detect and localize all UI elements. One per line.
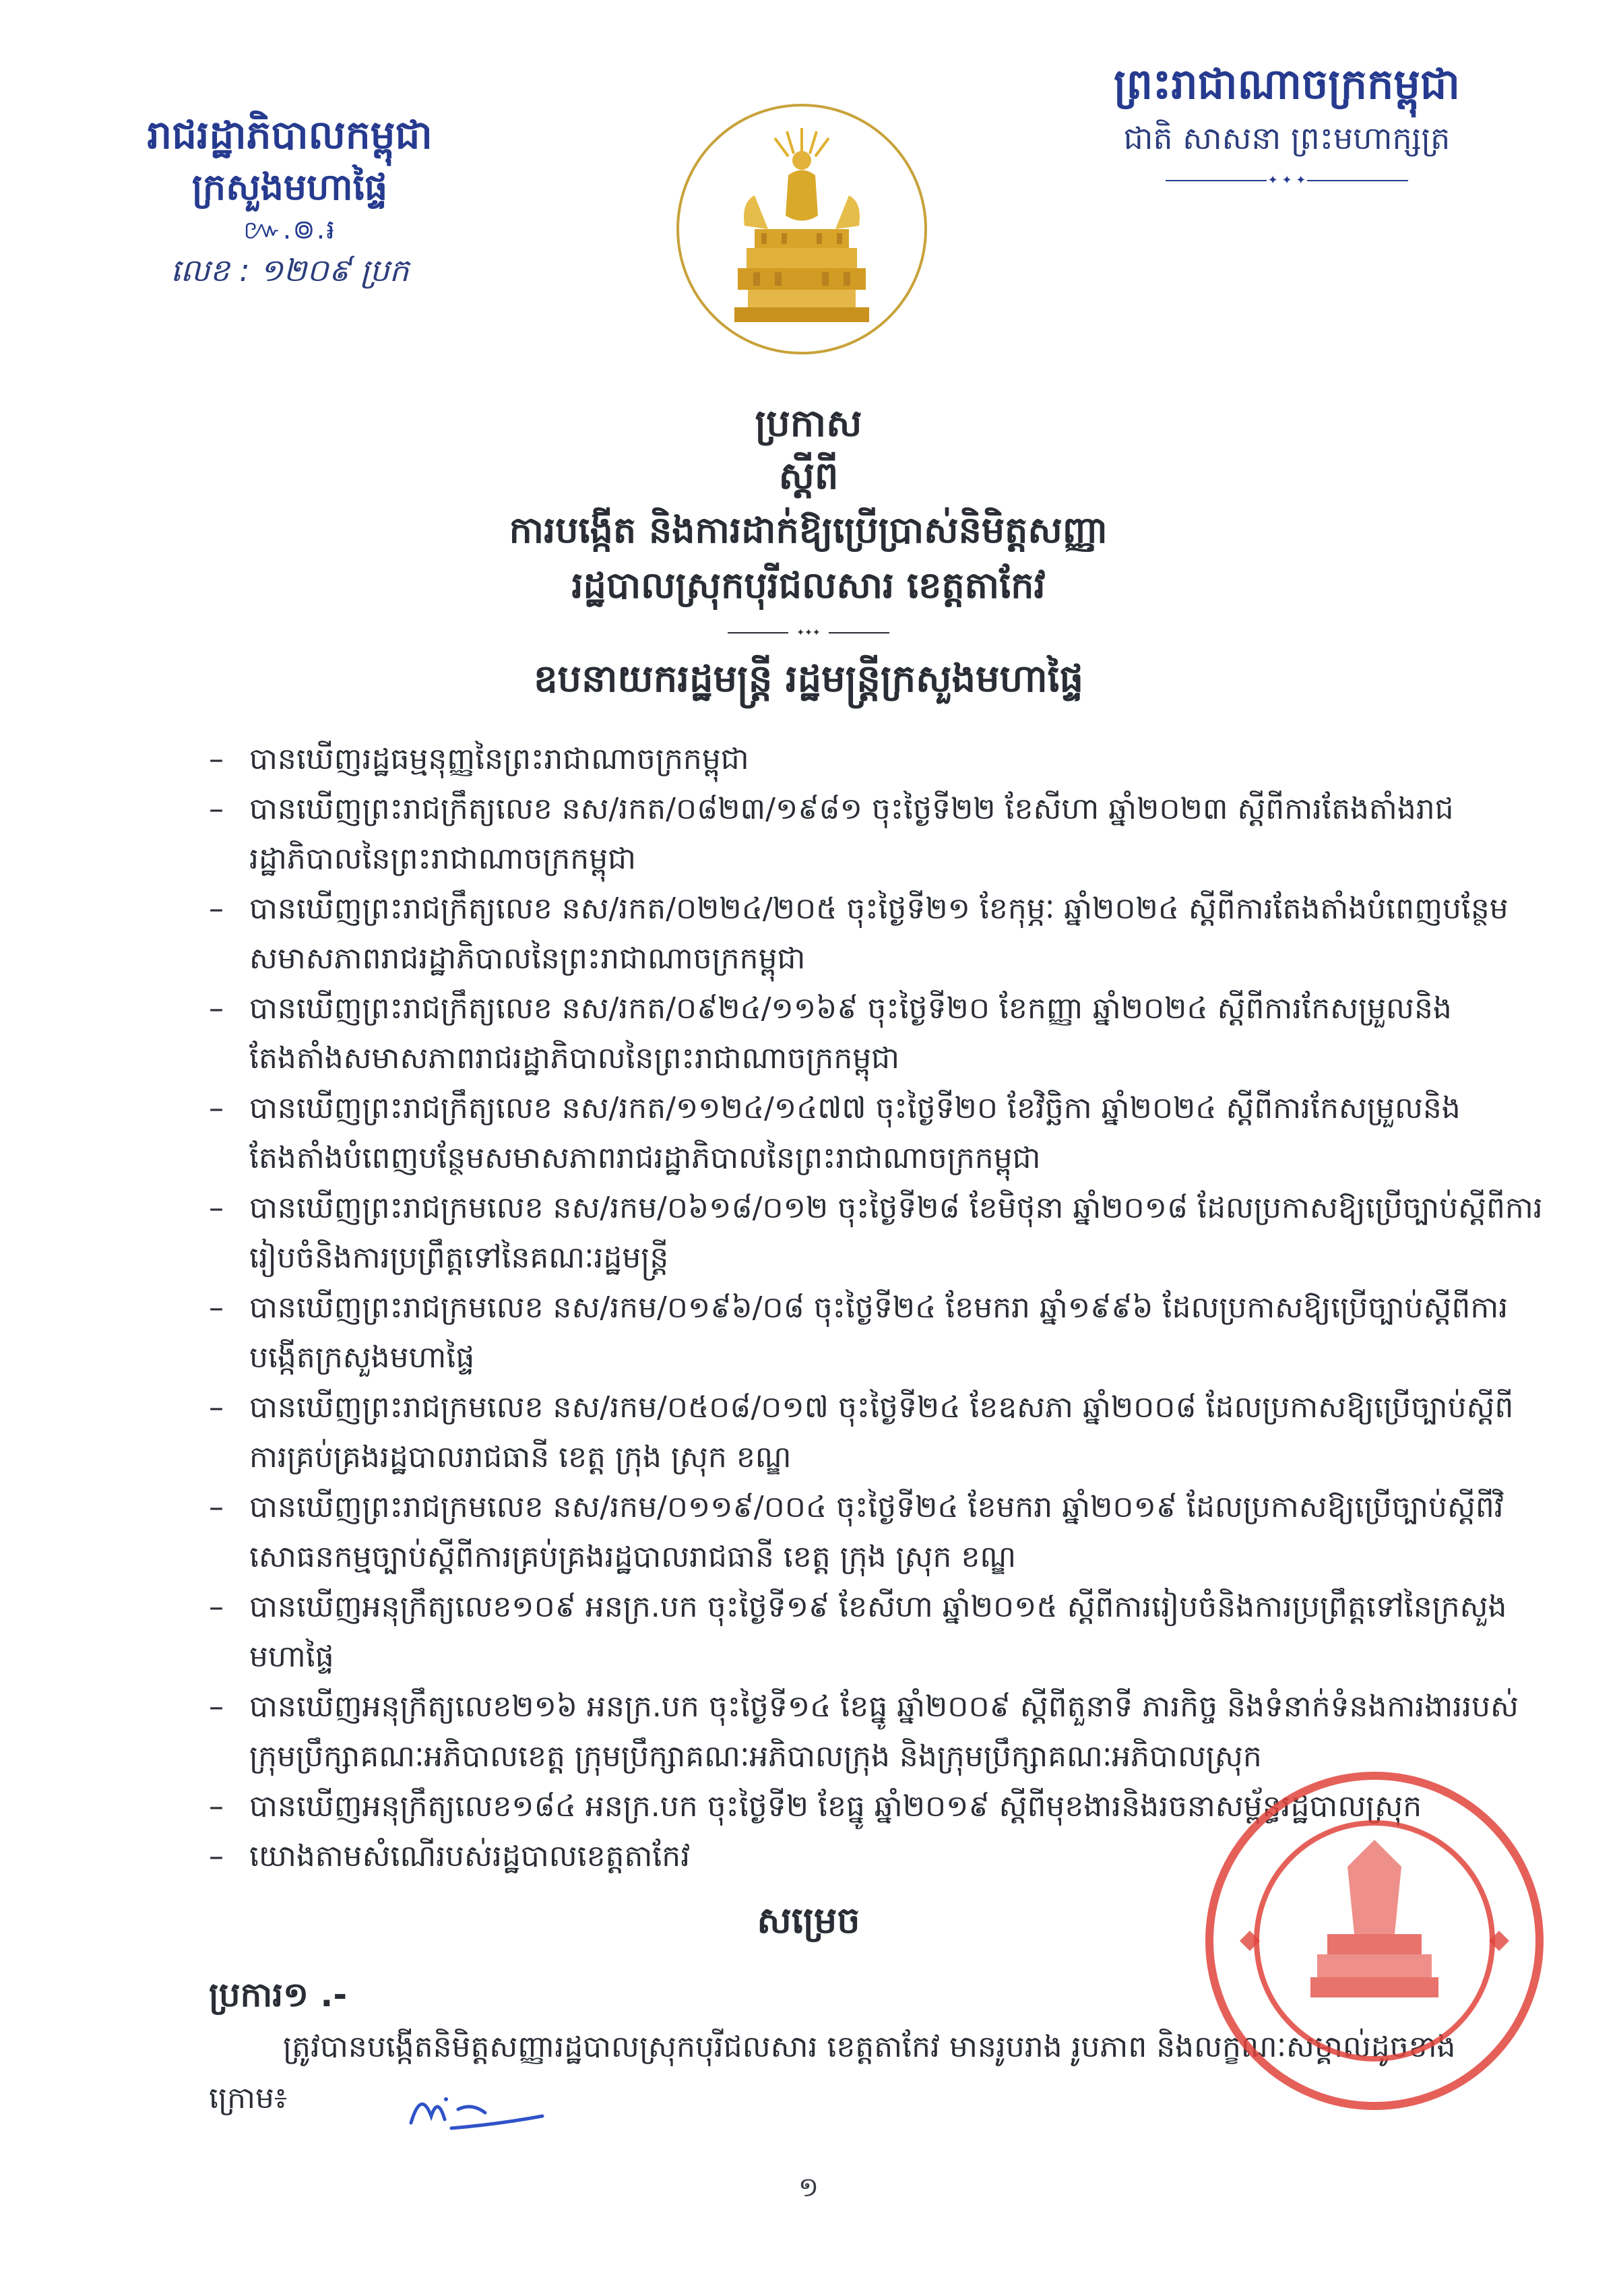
kingdom-name: ព្រះរាជាណាចក្រកម្ពុជា bbox=[1114, 59, 1460, 108]
list-item bbox=[209, 1084, 1543, 1183]
title-subject-line-1: ការបង្កើត និងការដាក់ឱ្យប្រើប្រាស់និមិត្តសញ្ញា bbox=[509, 509, 1108, 551]
list-item-text: បានឃើញព្រះរាជក្រមលេខ នស/រកម/០១១៩/០០៤ ចុះថ្ងៃទី២៤ ខែមករា ឆ្នាំ២០១៩ ដែលប្រកាសឱ្យប្រើច្បាប់ស្តីពីវិសោធនកម្មច្បាប់ស្តីពីការគ្រប់គ្រងរដ្ឋបាលរាជធានី ខេត្ត ក្រុង ស្រុក ខណ្ឌ bbox=[249, 1490, 1504, 1574]
header-left bbox=[101, 108, 478, 294]
bullet-dash: – bbox=[209, 1590, 224, 1624]
list-item-text: បានឃើញព្រះរាជក្រឹត្យលេខ នស/រកត/០៩២៤/១១៦៩ ចុះថ្ងៃទី២០ ខែកញ្ញា ឆ្នាំ២០២៤ ស្តីពីការកែសម្រួលនិងតែងតាំងសមាសភាពរាជរដ្ឋាភិបាលនៃព្រះរាជាណាចក្រកម្ពុជា bbox=[249, 991, 1452, 1076]
bullet-dash: – bbox=[209, 1390, 224, 1425]
bullet-dash: – bbox=[209, 1490, 224, 1524]
list-item-text: បានឃើញព្រះរាជក្រមលេខ នស/រកម/០៦១៨/០១២ ចុះថ្ងៃទី២៨ ខែមិថុនា ឆ្នាំ២០១៨ ដែលប្រកាសឱ្យប្រើច្បាប់ស្តីពីការរៀបចំនិងការប្រព្រឹត្តទៅនៃគណៈរដ្ឋមន្ត្រី bbox=[249, 1191, 1543, 1275]
title-block bbox=[202, 398, 1415, 706]
list-item-text: បានឃើញរដ្ឋធម្មនុញ្ញនៃព្រះរាជាណាចក្រកម្ពុជា bbox=[249, 742, 749, 776]
list-item-text: បានឃើញព្រះរាជក្រឹត្យលេខ នស/រកត/១១២៤/១៤៧៧ ចុះថ្ងៃទី២០ ខែវិច្ឆិកា ឆ្នាំ២០២៤ ស្តីពីការកែសម្រួលនិងតែងតាំងបំពេញបន្ថែមសមាសភាពរាជរដ្ឋាភិបាលនៃព្រះរាជាណាចក្រកម្ពុជា bbox=[249, 1091, 1461, 1175]
bullet-dash: – bbox=[209, 1839, 224, 1873]
list-item-text: បានឃើញអនុក្រឹត្យលេខ១៨៤ អនក្រ.បក ចុះថ្ងៃទី២ ខែធ្នូ ឆ្នាំ២០១៩ ស្តីពីមុខងារនិងរចនាសម្ព័ន្ធរដ្ឋបាលស្រុក bbox=[249, 1789, 1422, 1824]
list-item-text: បានឃើញព្រះរាជក្រឹត្យលេខ នស/រកត/០៨២៣/១៩៨១ ចុះថ្ងៃទី២២ ខែសីហា ឆ្នាំ២០២៣ ស្តីពីការតែងតាំងរាជរដ្ឋាភិបាលនៃព្រះរាជាណាចក្រកម្ពុជា bbox=[249, 792, 1454, 876]
issuer-title: ឧបនាយករដ្ឋមន្ត្រី រដ្ឋមន្ត្រីក្រសួងមហាផ្ទៃ bbox=[533, 657, 1084, 701]
national-motto: ជាតិ សាសនា ព្រះមហាក្សត្រ bbox=[1123, 120, 1451, 156]
bullet-dash: – bbox=[209, 1191, 224, 1225]
divider-ornament-icon: ✦✦✦ bbox=[788, 628, 829, 638]
official-seal-stamp bbox=[1199, 1766, 1550, 2116]
document-type: ប្រកាស bbox=[755, 402, 862, 445]
ministry-name: ក្រសួងមហាផ្ទៃ bbox=[191, 166, 388, 208]
list-item bbox=[209, 884, 1543, 984]
considerations-list bbox=[209, 735, 1543, 1882]
bullet-dash: – bbox=[209, 1091, 224, 1125]
reference-number: លេខ : ១២០៩ ប្រក bbox=[170, 252, 409, 288]
bullet-dash: – bbox=[209, 742, 224, 776]
header-right bbox=[1051, 54, 1523, 187]
list-item-text: យោងតាមសំណើរបស់រដ្ឋបាលខេត្តតាកែវ bbox=[249, 1839, 691, 1873]
list-item bbox=[209, 1283, 1543, 1383]
list-item bbox=[209, 735, 1543, 784]
bullet-dash: – bbox=[209, 1689, 224, 1724]
header-ornament: ៚.៙.៛ bbox=[243, 214, 336, 245]
government-name: រាជរដ្ឋាភិបាលកម្ពុជា bbox=[147, 112, 433, 158]
list-item bbox=[209, 784, 1543, 884]
decision-heading: សម្រេច bbox=[757, 1899, 860, 1942]
list-item bbox=[209, 984, 1543, 1084]
article-text: ត្រូវបានបង្កើតនិមិត្តសញ្ញារដ្ឋបាលស្រុកបុរីជលសារ ខេត្តតាកែវ មានរូបរាង រូបភាព និងលក្ខណៈសម្គាល់ដូចខាងក្រោម៖ bbox=[209, 2030, 1456, 2115]
title-subject-line-2: រដ្ឋបាលស្រុកបុរីជលសារ ខេត្តតាកែវ bbox=[571, 564, 1046, 607]
list-item-text: បានឃើញអនុក្រឹត្យលេខ១០៩ អនក្រ.បក ចុះថ្ងៃទី១៩ ខែសីហា ឆ្នាំ២០១៥ ស្តីពីការរៀបចំនិងការប្រព្រឹត្តទៅនៃក្រសួងមហាផ្ទៃ bbox=[249, 1590, 1507, 1674]
handwritten-initials bbox=[404, 2076, 552, 2136]
list-item bbox=[209, 1483, 1543, 1582]
list-item-text: បានឃើញព្រះរាជក្រមលេខ នស/រកម/០១៩៦/០៨ ចុះថ្ងៃទី២៤ ខែមករា ឆ្នាំ១៩៩៦ ដែលប្រកាសឱ្យប្រើច្បាប់ស្តីពីការបង្កើតក្រសួងមហាផ្ទៃ bbox=[249, 1291, 1509, 1375]
article-label: ប្រការ១ .- bbox=[209, 1975, 348, 2014]
page-number: ១ bbox=[798, 2172, 819, 2203]
bullet-dash: – bbox=[209, 1291, 224, 1325]
bullet-dash: – bbox=[209, 1789, 224, 1824]
list-item-text: បានឃើញអនុក្រឹត្យលេខ២១៦ អនក្រ.បក ចុះថ្ងៃទី១៤ ខែធ្នូ ឆ្នាំ២០០៩ ស្តីពីតួនាទី ភារកិច្ច និងទំនាក់ទំនងការងាររបស់ក្រុមប្រឹក្សាគណៈអភិបាលខេត្ត ក្រុមប្រឹក្សាគណៈអភិបាលក្រុង និងក្រុមប្រឹក្សាគណៈអភិបាលស្រុក bbox=[249, 1689, 1519, 1774]
list-item-text: បានឃើញព្រះរាជក្រឹត្យលេខ នស/រកត/០២២៤/២០៥ ចុះថ្ងៃទី២១ ខែកុម្ភៈ ឆ្នាំ២០២៤ ស្តីពីការតែងតាំងបំពេញបន្ថែមសមាសភាពរាជរដ្ឋាភិបាលនៃព្រះរាជាណាចក្រកម្ពុជា bbox=[249, 892, 1509, 976]
bullet-dash: – bbox=[209, 792, 224, 826]
title-divider bbox=[728, 628, 889, 638]
list-item bbox=[209, 1582, 1543, 1682]
royal-emblem-icon bbox=[674, 101, 930, 357]
title-about: ស្តីពី bbox=[778, 454, 839, 498]
bullet-dash: – bbox=[209, 991, 224, 1026]
header-divider bbox=[1166, 174, 1408, 187]
divider-ornament-icon: ✦ ✦ ✦ bbox=[1267, 173, 1306, 187]
bullet-dash: – bbox=[209, 892, 224, 926]
list-item-text: បានឃើញព្រះរាជក្រមលេខ នស/រកម/០៥០៨/០១៧ ចុះថ្ងៃទី២៤ ខែឧសភា ឆ្នាំ២០០៨ ដែលប្រកាសឱ្យប្រើច្បាប់ស្តីពីការគ្រប់គ្រងរដ្ឋបាលរាជធានី ខេត្ត ក្រុង ស្រុក ខណ្ឌ bbox=[249, 1390, 1514, 1475]
list-item bbox=[209, 1183, 1543, 1283]
list-item bbox=[209, 1383, 1543, 1483]
